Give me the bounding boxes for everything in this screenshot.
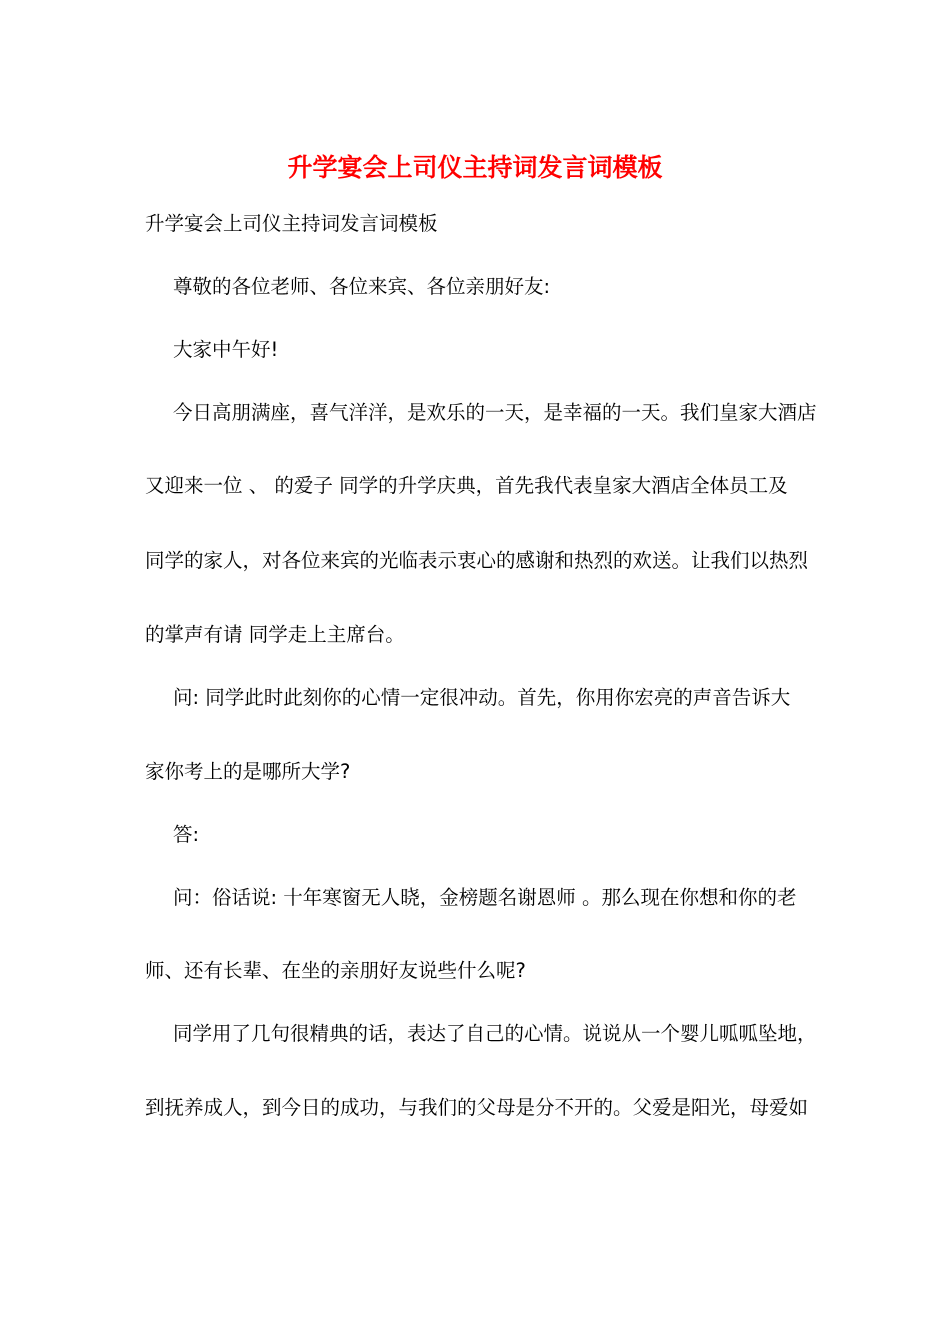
text-line: 答: bbox=[173, 823, 200, 846]
text-line: 家你考上的是哪所大学? bbox=[145, 760, 351, 783]
text-line: 又迎来一位 、 的爱子 同学的升学庆典，首先我代表皇家大酒店全体员工及 bbox=[145, 474, 788, 497]
text-line: 问: 同学此时此刻你的心情一定很冲动。首先，你用你宏亮的声音告诉大 bbox=[173, 686, 791, 709]
text-line: 今日高朋满座，喜气洋洋，是欢乐的一天，是幸福的一天。我们皇家大酒店 bbox=[173, 401, 817, 424]
document-title: 升学宴会上司仪主持词发言词模板 bbox=[287, 153, 663, 182]
text-line: 大家中午好! bbox=[173, 338, 279, 361]
text-line: 同学的家人，对各位来宾的光临表示衷心的感谢和热烈的欢送。让我们以热烈 bbox=[145, 549, 809, 572]
text-line: 的掌声有请 同学走上主席台。 bbox=[145, 623, 405, 646]
text-line: 尊敬的各位老师、各位来宾、各位亲朋好友: bbox=[173, 275, 551, 298]
text-line: 升学宴会上司仪主持词发言词模板 bbox=[145, 212, 438, 235]
text-line: 同学用了几句很精典的话，表达了自己的心情。说说从一个婴儿呱呱坠地， bbox=[173, 1022, 817, 1045]
text-line: 师、还有长辈、在坐的亲朋好友说些什么呢? bbox=[145, 959, 526, 982]
text-line: 问：俗话说: 十年寒窗无人晓，金榜题名谢恩师 。那么现在你想和你的老 bbox=[173, 886, 797, 909]
text-line: 到抚养成人，到今日的成功，与我们的父母是分不开的。父爱是阳光，母爱如 bbox=[145, 1096, 809, 1119]
